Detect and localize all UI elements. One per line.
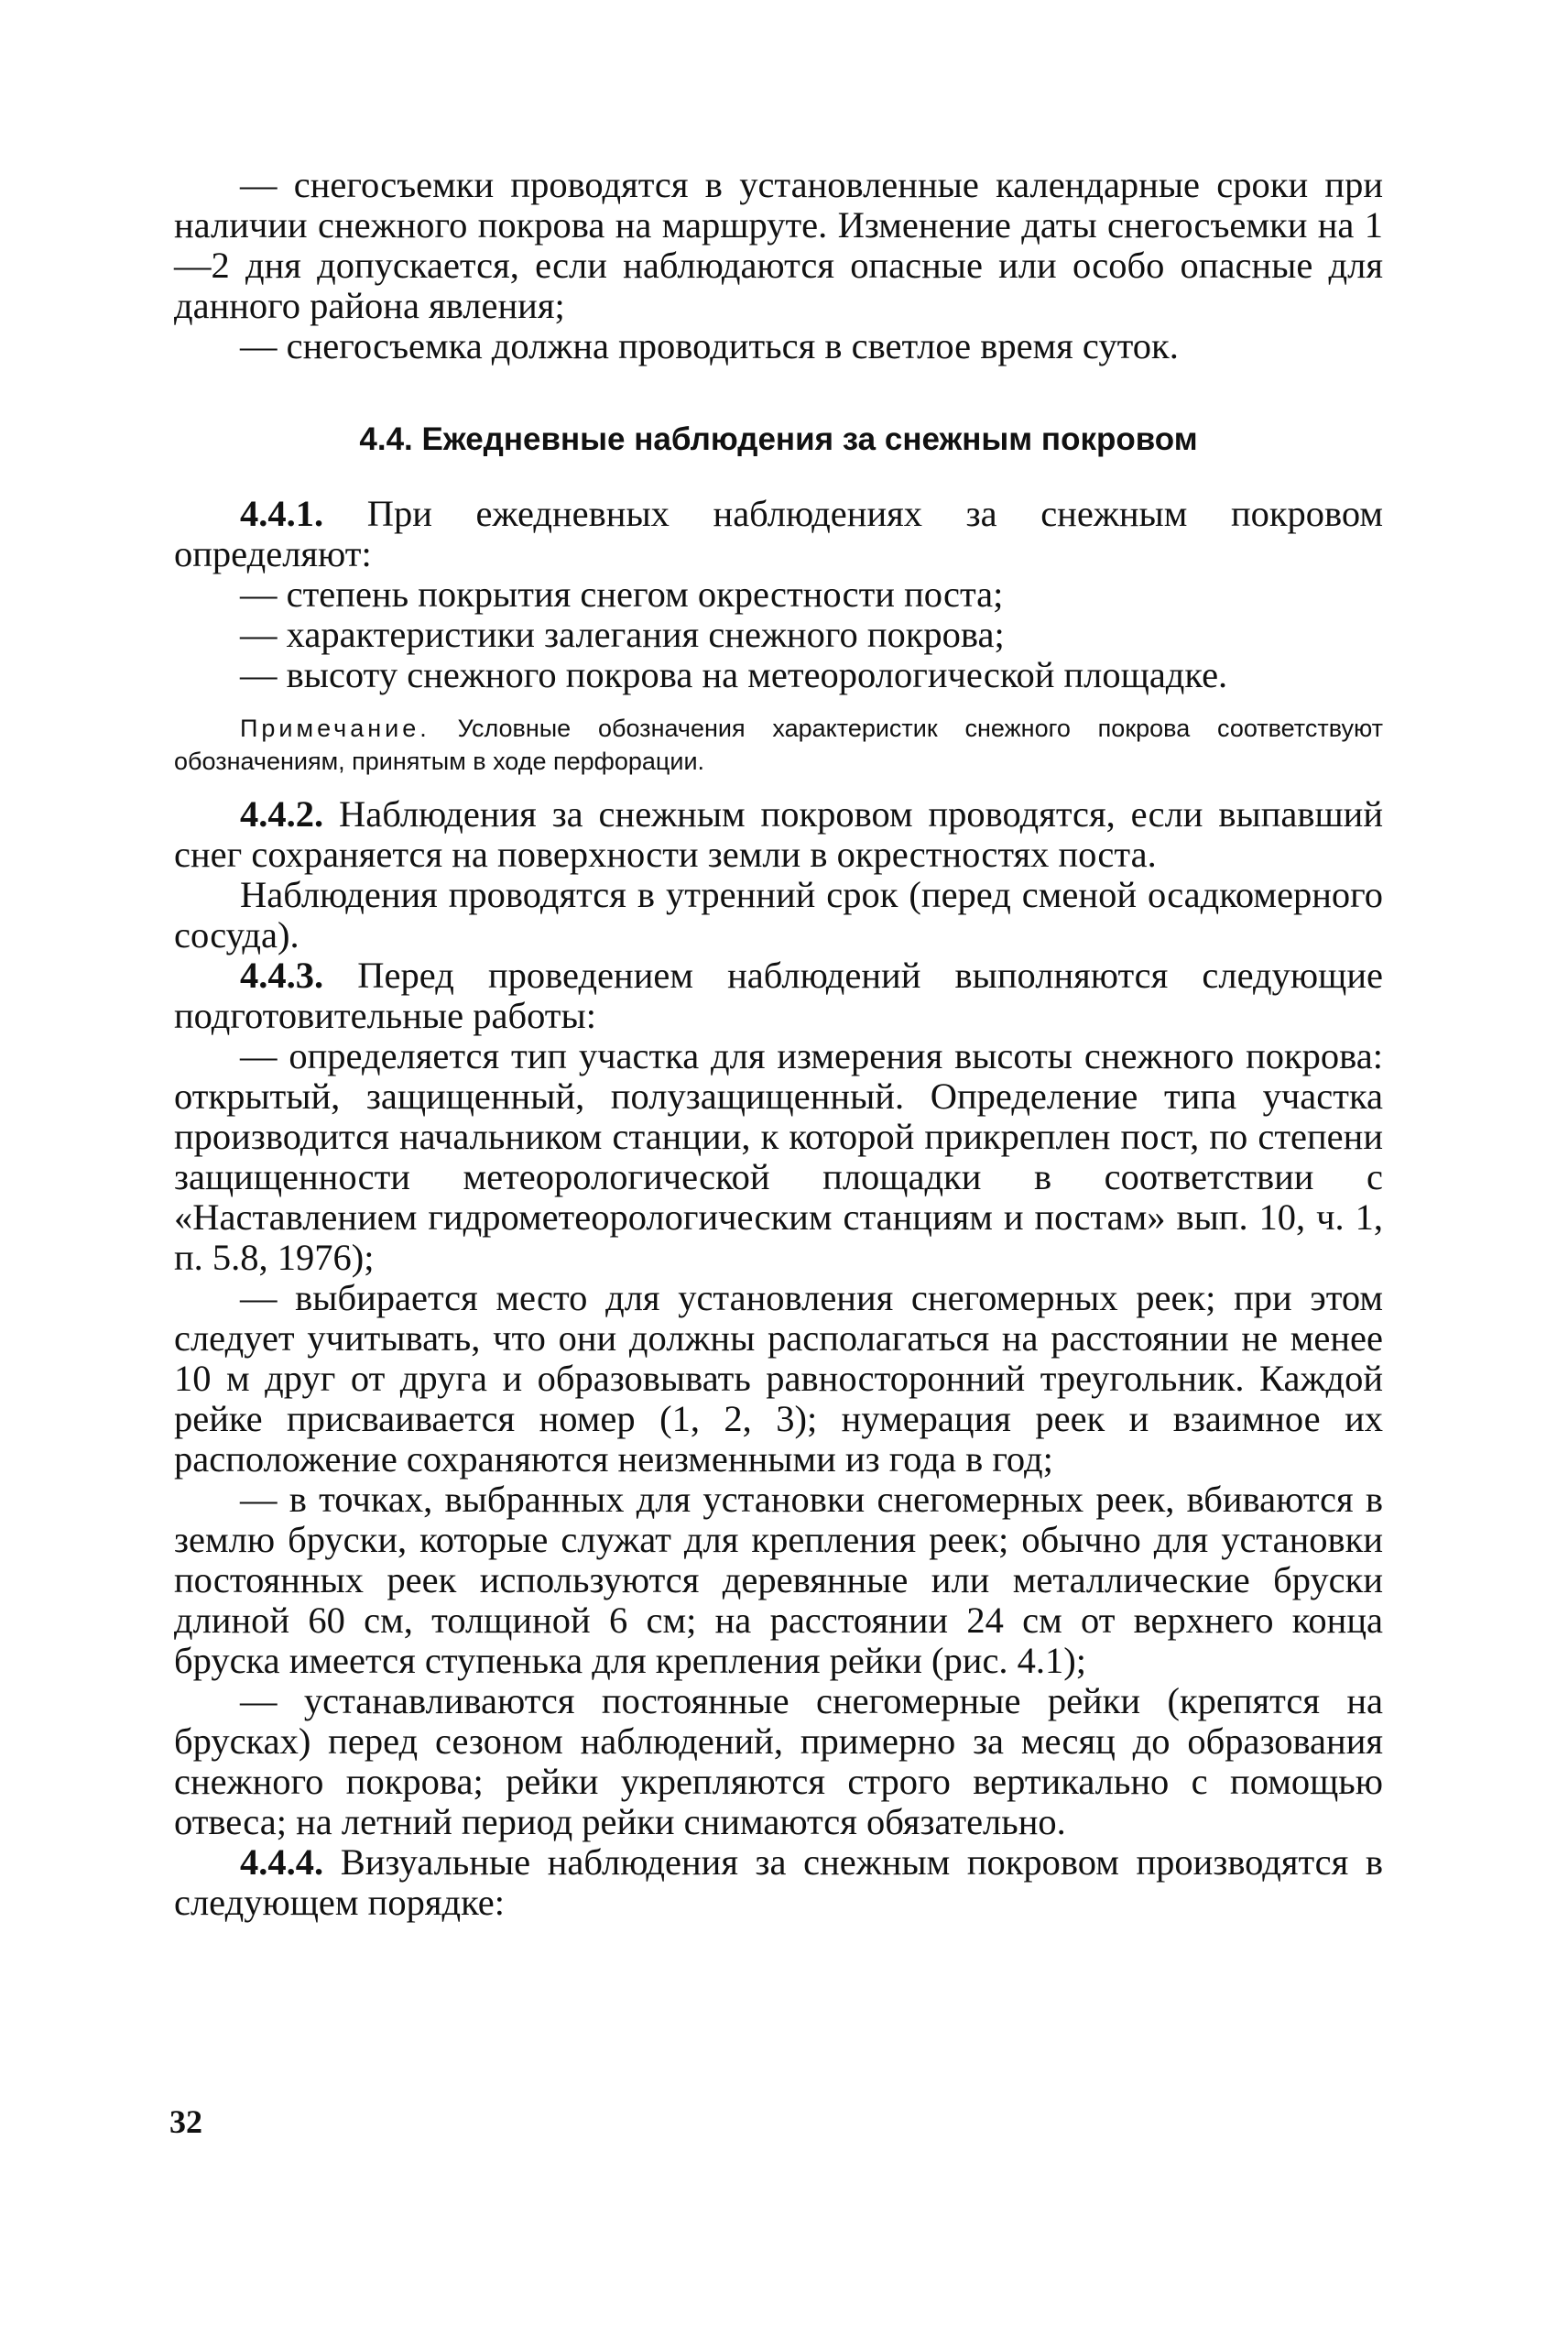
list-item: — определяется тип участка для измерения высоты снежного покрова: открытый, защищенный, полузащищенный. Определение типа участка производится начальником станции, к которой прикреплен пост, по степени защищенности метеорологической площадки в соответствии с «Наставлением гидрометеорологическим станциям и постам» вып. 10, ч. 1, п. 5.8, 1976); (174, 1035, 1383, 1278)
clause-number: 4.4.1. (240, 493, 324, 534)
paragraph-snow-survey-dates: — снегосъемки проводятся в установленные календарные сроки при наличии снежного покрова на маршруте. Изменение даты снегосъемки на 1—2 дня допускается, если наблюдаются опасные или особо опасные для данного района явления; (174, 164, 1383, 326)
list-item: — в точках, выбранных для установки снегомерных реек, вбиваются в землю бруски, которые служат для крепления реек; обычно для установки постоянных реек используются деревянные или металлические бруски длиной 60 см, толщиной 6 см; на расстоянии 24 см от верхнего конца бруска имеется ступенька для крепления рейки (рис. 4.1); (174, 1479, 1383, 1681)
paragraph-4-4-2 (174, 794, 1383, 875)
note-label: Примечание. (240, 715, 430, 742)
list-item: — степень покрытия снегом окрестности поста; (240, 573, 1004, 615)
paragraph-4-4-1 (174, 494, 1383, 574)
note (174, 712, 1383, 778)
clause-text: Наблюдения за снежным покровом проводятся, если выпавший снег сохраняется на поверхности земли в окрестностях поста. (174, 793, 1384, 875)
page-number: 32 (169, 2103, 202, 2140)
list-item: — выбирается место для установления снегомерных реек; при этом следует учитывать, что они должны располагаться на расстоянии не менее 10 м друг от друга и образовывать равносторонний треугольник. Каждой рейке присваивается номер (1, 2, 3); нумерация реек и взаимное их расположение сохраняются неизменными из года в год; (174, 1277, 1383, 1480)
list-item: — высоту снежного покрова на метеорологической площадке. (240, 654, 1228, 695)
list-item: — устанавливаются постоянные снегомерные рейки (крепятся на брусках) перед сезоном наблюдений, примерно за месяц до образования снежного покрова; рейки укрепляются строго вертикально с помощью отвеса; на летний период рейки снимаются обязательно. (174, 1680, 1383, 1842)
note-text: Условные обозначения характеристик снежного покрова соответствуют обозначениям, принятым в ходе перфорации. (174, 715, 1383, 775)
clause-number: 4.4.3. (240, 955, 324, 996)
clause-text: Визуальные наблюдения за снежным покровом производятся в следующем порядке: (174, 1841, 1383, 1923)
paragraph-4-4-2-morning: Наблюдения проводятся в утренний срок (перед сменой осадкомерного сосуда). (174, 874, 1383, 956)
clause-number: 4.4.4. (240, 1841, 324, 1883)
clause-number: 4.4.2. (240, 793, 324, 835)
section-heading: 4.4. Ежедневные наблюдения за снежным покровом (359, 421, 1198, 457)
list-item: — характеристики залегания снежного покрова; (240, 614, 1005, 655)
paragraph-4-4-3 (174, 956, 1383, 1036)
paragraph-4-4-4 (174, 1842, 1383, 1923)
document-page (174, 165, 1383, 1923)
clause-text: Перед проведением наблюдений выполняются следующие подготовительные работы: (174, 955, 1384, 1036)
paragraph-snow-survey-daylight: — снегосъемка должна проводиться в светлое время суток. (240, 325, 1179, 366)
clause-text: При ежедневных наблюдениях за снежным покровом определяют: (174, 493, 1384, 574)
